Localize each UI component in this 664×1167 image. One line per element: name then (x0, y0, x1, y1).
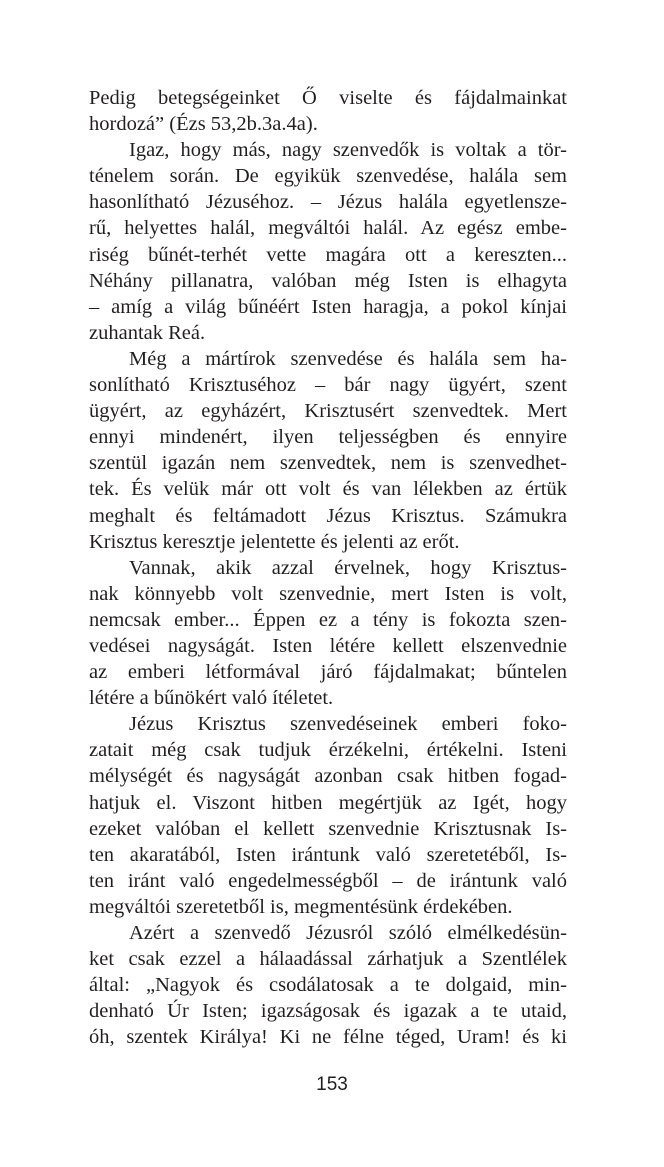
text-line: mélységét és nagyságát azonban csak hitben fogad- (89, 765, 567, 788)
text-line: Pedig betegségeinket Ő viselte és fájdalmainkat (89, 87, 567, 109)
text-line: szentül igazán nem szenvedtek, nem is szenvedhet- (89, 452, 567, 475)
text-line: óh, szentek Királya! Ki ne félne téged, Uram! és ki (89, 1026, 567, 1049)
text-line: ten akaratából, Isten irántunk való szeretetéből, Is- (89, 843, 567, 866)
text-line: ténelem során. De egyikük szenvedése, halála sem (89, 165, 567, 188)
text-line: ügyért, az egyházért, Krisztusért szenvedtek. Mert (89, 400, 567, 423)
text-line: által: „Nagyok és csodálatosak a te dolgaid, min- (89, 974, 567, 997)
text-line: riség bűnét-terhét vette magára ott a kereszten... (89, 243, 567, 266)
text-line: Igaz, hogy más, nagy szenvedők is voltak a tör- (129, 139, 567, 162)
page-number: 153 (316, 1074, 348, 1095)
text-line: vedései nagyságát. Isten létére kellett elszenvednie (89, 634, 567, 657)
text-line: Vannak, akik azzal érvelnek, hogy Krisztus- (129, 556, 567, 579)
text-line: nak könnyebb volt szenvednie, mert Isten is volt, (89, 582, 567, 605)
text-line: sonlítható Krisztuséhoz – bár nagy ügyért, szent (89, 374, 567, 397)
text-line: denható Úr Isten; igazságosak és igazak a te utaid, (89, 1000, 567, 1023)
text-line: meghalt és feltámadott Jézus Krisztus. Számukra (89, 504, 567, 527)
text-line: hasonlítható Jézuséhoz. – Jézus halála egyetlensze- (89, 191, 567, 214)
text-line: zuhantak Reá. (89, 321, 206, 344)
text-line: tek. És velük már ott volt és van lélekben az értük (89, 478, 567, 501)
text-line: Jézus Krisztus szenvedéseinek emberi foko- (129, 713, 567, 736)
text-line: megváltói szeretetből is, megmentésünk érdekében. (89, 895, 513, 918)
text-line: az emberi létformával járó fájdalmakat; bűntelen (89, 661, 567, 684)
text-line: Krisztus keresztje jelentette és jelenti az erőt. (89, 530, 460, 553)
text-line: rű, helyettes halál, megváltói halál. Az egész embe- (89, 217, 567, 240)
text-line: létére a bűnökért való ítéletet. (89, 687, 334, 710)
text-line: ennyi mindenért, ilyen teljességben és ennyire (89, 426, 567, 449)
text-line: hatjuk el. Viszont hitben megértjük az Igét, hogy (89, 791, 567, 814)
page-text-body (89, 85, 567, 1050)
text-line: Azért a szenvedő Jézusról szóló elmélkedésün- (129, 922, 567, 944)
text-line: – amíg a világ bűnéért Isten haragja, a pokol kínjai (89, 295, 567, 318)
text-line: zatait még csak tudjuk érzékelni, értékelni. Isteni (89, 739, 567, 762)
text-line: nemcsak ember... Éppen ez a tény is fokozta szen- (89, 608, 567, 631)
text-line: Még a mártírok szenvedése és halála sem ha- (129, 347, 567, 370)
text-line: hordozá” (Ézs 53,2b.3a.4a). (89, 113, 318, 136)
text-line: ten iránt való engedelmességből – de irántunk való (89, 869, 567, 892)
text-line: Néhány pillanatra, valóban még Isten is elhagyta (89, 269, 567, 292)
text-line: ket csak ezzel a hálaadással zárhatjuk a Szentlélek (89, 948, 567, 971)
text-line: ezeket valóban el kellett szenvednie Krisztusnak Is- (89, 817, 567, 840)
